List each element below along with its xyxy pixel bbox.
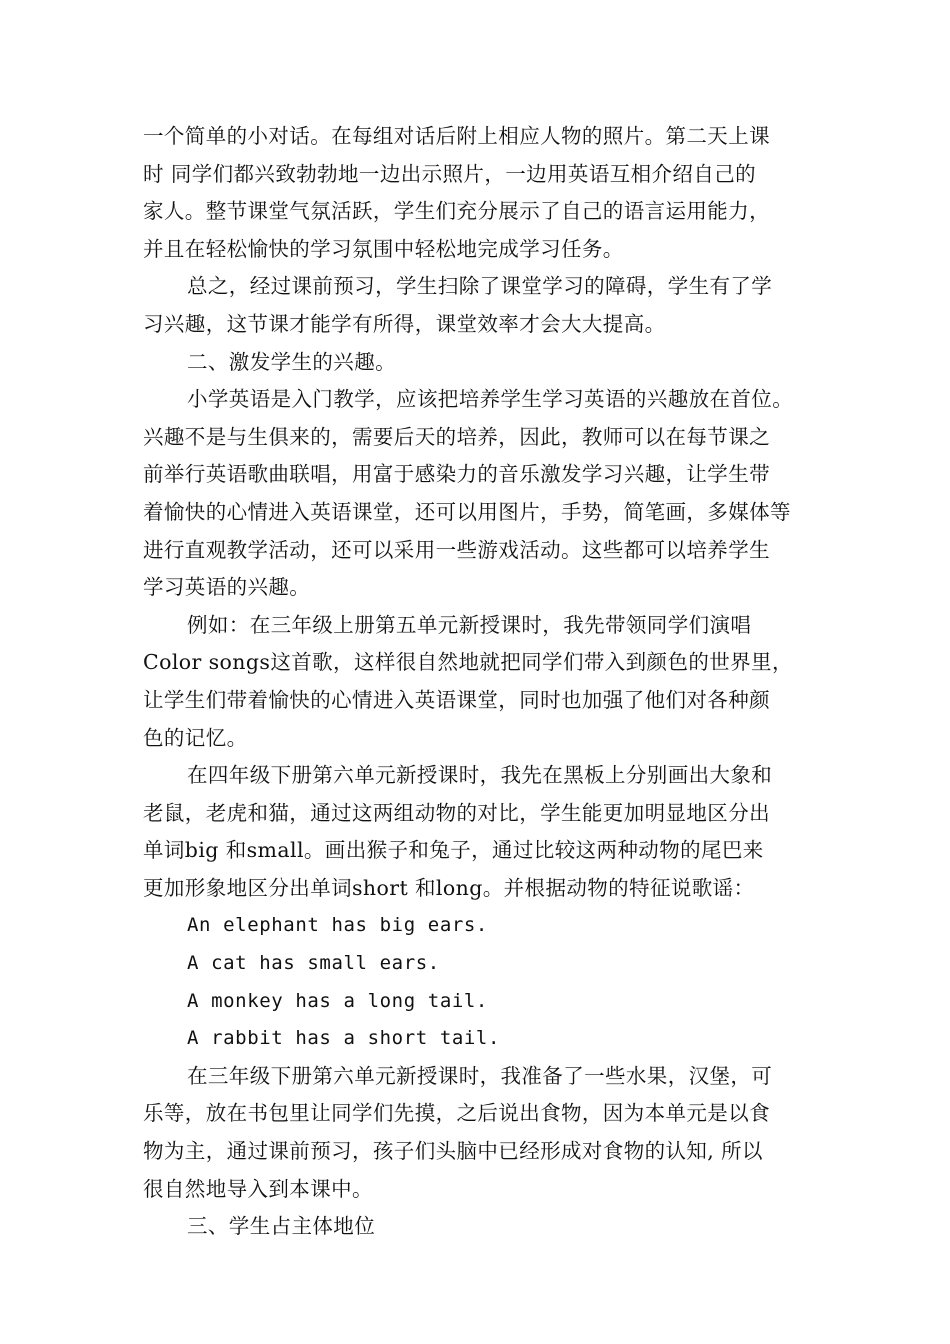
rhyme-line: A monkey has a long tail.: [187, 989, 488, 1012]
text-line: 很自然地导入到本课中。: [143, 1176, 373, 1201]
text-line: 色的记忆。: [143, 725, 248, 750]
text-line: 老鼠，老虎和猫，通过这两组动物的对比，学生能更加明显地区分出: [143, 800, 770, 825]
text-line: 让学生们带着愉快的心情进入英语课堂，同时也加强了他们对各种颜: [143, 687, 770, 712]
text-line: 一个简单的小对话。在每组对话后附上相应人物的照片。第二天上课: [143, 124, 770, 148]
text-line: 习兴趣，这节课才能学有所得，课堂效率才会大大提高。: [143, 311, 666, 336]
rhyme-line: An elephant has big ears.: [187, 914, 488, 937]
text-line: 二、激发学生的兴趣。: [187, 349, 396, 374]
text-line: 例如：在三年级上册第五单元新授课时，我先带领同学们演唱: [187, 612, 752, 637]
text-line: 学习英语的兴趣。: [143, 575, 311, 600]
text-line: 时 同学们都兴致勃勃地一边出示照片，一边用英语互相介绍自己的: [143, 161, 757, 186]
paragraph: [143, 118, 823, 268]
text-line: 小学英语是入门教学，应该把培养学生学习英语的兴趣放在首位。: [187, 387, 794, 412]
rhyme-line: A cat has small ears.: [187, 952, 440, 975]
section-heading: [143, 1208, 823, 1246]
text-line: 三、学生占主体地位: [187, 1214, 376, 1239]
text-line: 着愉快的心情进入英语课堂，还可以用图片，手势，简笔画，多媒体等: [143, 499, 791, 524]
text-line: Color songs这首歌，这样很自然地就把同学们带入到颜色的世界里，: [143, 650, 793, 675]
paragraph: [143, 757, 823, 907]
document-body: [143, 118, 823, 1246]
paragraph: [143, 381, 823, 607]
text-line: 总之，经过课前预习，学生扫除了课堂学习的障碍，学生有了学: [187, 274, 773, 299]
text-line: 单词big 和small。画出猴子和兔子，通过比较这两种动物的尾巴来: [143, 838, 764, 863]
text-line: 乐等，放在书包里让同学们先摸，之后说出食物，因为本单元是以食: [143, 1101, 770, 1126]
text-line: 家人。整节课堂气氛活跃，学生们充分展示了自己的语言运用能力，: [143, 199, 770, 224]
text-line: 并且在轻松愉快的学习氛围中轻松地完成学习任务。: [143, 236, 624, 261]
paragraph: [143, 607, 823, 757]
text-line: 物为主，通过课前预习，孩子们头脑中已经形成对食物的认知, 所以: [143, 1139, 763, 1164]
text-line: 前举行英语歌曲联唱，用富于感染力的音乐激发学习兴趣，让学生带: [143, 462, 770, 487]
text-line: 在三年级下册第六单元新授课时，我准备了一些水果，汉堡，可: [187, 1063, 773, 1088]
text-line: 在四年级下册第六单元新授课时，我先在黑板上分别画出大象和: [187, 763, 773, 788]
section-heading: [143, 344, 823, 382]
text-line: 更加形象地区分出单词short 和long。并根据动物的特征说歌谣：: [143, 875, 755, 900]
paragraph: [143, 1058, 823, 1208]
text-line: 进行直观教学活动，还可以采用一些游戏活动。这些都可以培养学生: [143, 537, 770, 562]
paragraph: [143, 268, 823, 343]
rhyme-line: A rabbit has a short tail.: [187, 1027, 501, 1050]
text-line: 兴趣不是与生俱来的，需要后天的培养，因此，教师可以在每节课之: [143, 424, 770, 449]
rhyme: [143, 907, 823, 1057]
